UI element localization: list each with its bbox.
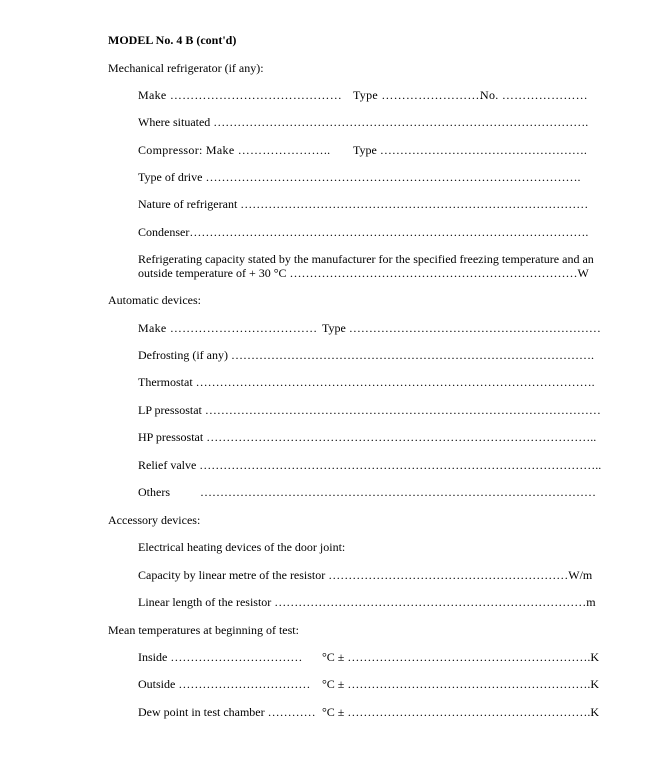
- mech-make-field[interactable]: Make ……………………………………: [138, 88, 343, 102]
- refrigerant-field[interactable]: Nature of refrigerant ……………………………………………………………………………: [138, 197, 589, 211]
- dew-point-field[interactable]: Dew point in test chamber …………: [138, 705, 316, 719]
- mech-type-field[interactable]: Type …………………….: [353, 88, 484, 102]
- outside-tolerance-field[interactable]: °C ± …………………………………………………….K: [322, 677, 600, 691]
- door-joint-label: Electrical heating devices of the door joint:: [138, 540, 346, 554]
- compressor-make-field[interactable]: Compressor: Make …………………..: [138, 143, 331, 157]
- accessory-heading: Accessory devices:: [108, 513, 201, 527]
- inside-temp-field[interactable]: Inside ……………………………: [138, 650, 303, 664]
- mech-no-field[interactable]: No. …………………: [480, 88, 588, 102]
- page-title: MODEL No. 4 B (cont'd): [108, 33, 237, 47]
- resistor-capacity-field[interactable]: Capacity by linear metre of the resistor ……………………………………………………W/m: [138, 568, 593, 582]
- condenser-field[interactable]: Condenser……………………………………………………………………………………….: [138, 225, 589, 239]
- resistor-length-field[interactable]: Linear length of the resistor ……………………………………………………………………m: [138, 595, 596, 609]
- relief-valve-field[interactable]: Relief valve ………………………………………………………………………………………..: [138, 458, 602, 472]
- inside-tolerance-field[interactable]: °C ± …………………………………………………….K: [322, 650, 600, 664]
- outside-temp-field[interactable]: Outside ……………………………: [138, 677, 311, 691]
- hp-pressostat-field[interactable]: HP pressostat ……………………………………………………………………………………..: [138, 430, 597, 444]
- lp-pressostat-field[interactable]: LP pressostat ………………………………………………………………………………………: [138, 403, 601, 417]
- automatic-heading: Automatic devices:: [108, 293, 201, 307]
- capacity-line-2-field[interactable]: outside temperature of + 30 °C ………………………………………………………………W: [138, 266, 589, 280]
- type-of-drive-field[interactable]: Type of drive ………………………………………………………………………………….: [138, 170, 581, 184]
- where-situated-field[interactable]: Where situated ………………………………………………………………………………….: [138, 115, 589, 129]
- capacity-line-1: Refrigerating capacity stated by the manufacturer for the specified freezing temperature and an: [138, 252, 594, 266]
- compressor-type-field[interactable]: Type …………………………………………….: [353, 143, 587, 157]
- mechanical-heading: Mechanical refrigerator (if any):: [108, 61, 264, 75]
- defrosting-field[interactable]: Defrosting (if any) ……………………………………………………………………………….: [138, 348, 594, 362]
- dew-point-tolerance-field[interactable]: °C ± …………………………………………………….K: [322, 705, 600, 719]
- others-field[interactable]: ………………………………………………………………………………………: [200, 485, 596, 499]
- auto-make-field[interactable]: Make ………………………………: [138, 321, 318, 335]
- others-label: Others: [138, 485, 170, 499]
- temperatures-heading: Mean temperatures at beginning of test:: [108, 623, 299, 637]
- auto-type-field[interactable]: Type ………………………………………………………: [322, 321, 601, 335]
- thermostat-field[interactable]: Thermostat ……………………………………………………………………………………….: [138, 375, 595, 389]
